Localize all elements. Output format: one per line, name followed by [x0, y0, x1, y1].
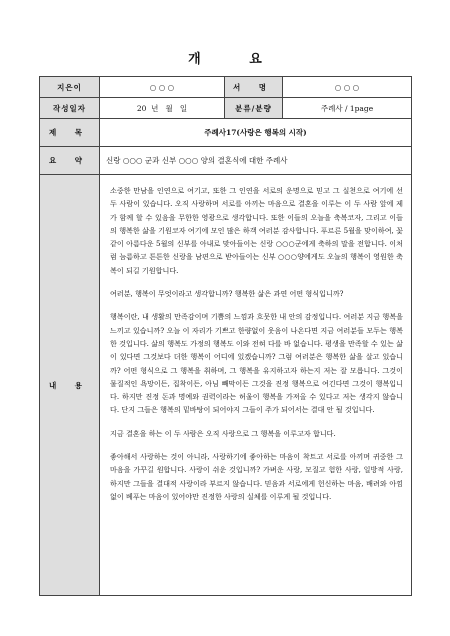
author-value: ○ ○ ○ [100, 77, 225, 98]
date-row [40, 98, 412, 119]
content-label: 내 용 [40, 175, 100, 596]
book-title-value: ○ ○ ○ [283, 77, 412, 98]
author-label: 지은이 [40, 77, 100, 98]
summary-form-table [39, 76, 412, 596]
subject-row [40, 119, 412, 147]
content-paragraph: 지금 결혼을 하는 이 두 사람은 오직 사랑으로 그 행복을 이루고자 합니다. [110, 428, 336, 438]
summary-row [40, 147, 412, 175]
author-row [40, 77, 412, 98]
content-row [40, 175, 412, 596]
content-paragraph: 좋아해서 사랑하는 것이 아니라, 사랑하기에 좋아하는 마음이 착트고 서로를 아끼며 귀중한 그 마음을 가꾸길 원합니다. 사랑이 쉬운 것입니까? 가벼운 사랑, 모질고 험한 사랑, 일방적 사랑, 하지만 그들을 결대적 사랑이라 부르지 않습니다. 믿음과 서로에게 헌신하는 마음, 배려와 아낌없이 베푸는 마음이 있어야만 진정한 사랑의 실체를 이루게 될 것입니다. [110, 452, 403, 501]
subject-label: 제 목 [40, 119, 100, 147]
content-paragraph: 소중한 만남을 인연으로 여기고, 또한 그 인연을 서로의 운명으로 믿고 그 실천으로 여기에 선 두 사람이 있습니다. 오직 사랑하며 서로를 아끼는 마음으로 결혼을 이루는 이 두 사람 앞에 제가 함께 할 수 있음을 무한한 영광으로 생각합니다. 또한 이들의 오늘을 축복코자, 그리고 이들의 행복한 삶을 기원코자 여기에 모인 많은 하객 여러분 감사합니다. 푸르른 5월을 맞이하여, 꽃같이 아름다운 5월의 신부를 아내로 맞아들이는 신랑 ○○○군에게 축하의 말을 전합니다. 이처럼 늠름하고 튼튼한 신랑을 남편으로 받아들이는 신부 ○○○양에게도 오늘의 행복이 영원한 축복이 되길 기원합니다. [110, 186, 403, 275]
content-body [100, 175, 412, 596]
summary-label: 요 약 [40, 147, 100, 175]
date-label: 작성일자 [40, 98, 100, 119]
subject-value: 주례사17(사랑은 행복의 시작) [100, 119, 412, 147]
page-title: 개 요 [188, 52, 284, 67]
summary-value: 신랑 ○○○ 군과 신부 ○○○ 양의 결혼식에 대한 주례사 [100, 147, 412, 175]
class-label: 분류/분량 [225, 98, 283, 119]
class-value: 주례사 / 1page [283, 98, 412, 119]
content-paragraph: 행복이란, 내 생활의 만족감이며 기쁨의 느낌과 흐뭇한 내 안의 감정입니다. 여러분 지금 행복을 느끼고 있습니까? 오늘 이 자리가 기쁘고 한량없이 웃음이 나온다면 지금 여러분들 모두는 행복한 것입니다. 삶의 행복도 가정의 행복도 이와 전혀 다를 바 없습니다. 평생을 만족할 수 있는 삶이 있다면 그것보다 더한 행복이 어디에 있겠습니까? 그럼 여러분은 행복한 삶을 살고 있습니까? 어떤 형식으로 그 행복을 취하며, 그 행복을 유지하고자 하는지 저는 잘 모릅니다. 그것이 물질적인 욕망이든, 집착이든, 아님 빼막이든 그것을 진정 행복으로 여긴다면 그것이 행복입니다. 하지만 진정 돈과 명예와 권력이라는 허울이 행복을 가져올 수 있다고 저는 생각지 않습니다. 단지 그들은 행복의 밑바탕이 되어야지 그들이 주가 되어서는 결대 안 될 것입니다. [110, 312, 403, 415]
date-value: 20 년 월 일 [100, 98, 225, 119]
content-paragraph: 여러분, 행복이 무엇이라고 생각합니까? 행복한 삶은 과연 어떤 형식입니까? [110, 289, 344, 299]
book-title-label: 서 명 [225, 77, 283, 98]
